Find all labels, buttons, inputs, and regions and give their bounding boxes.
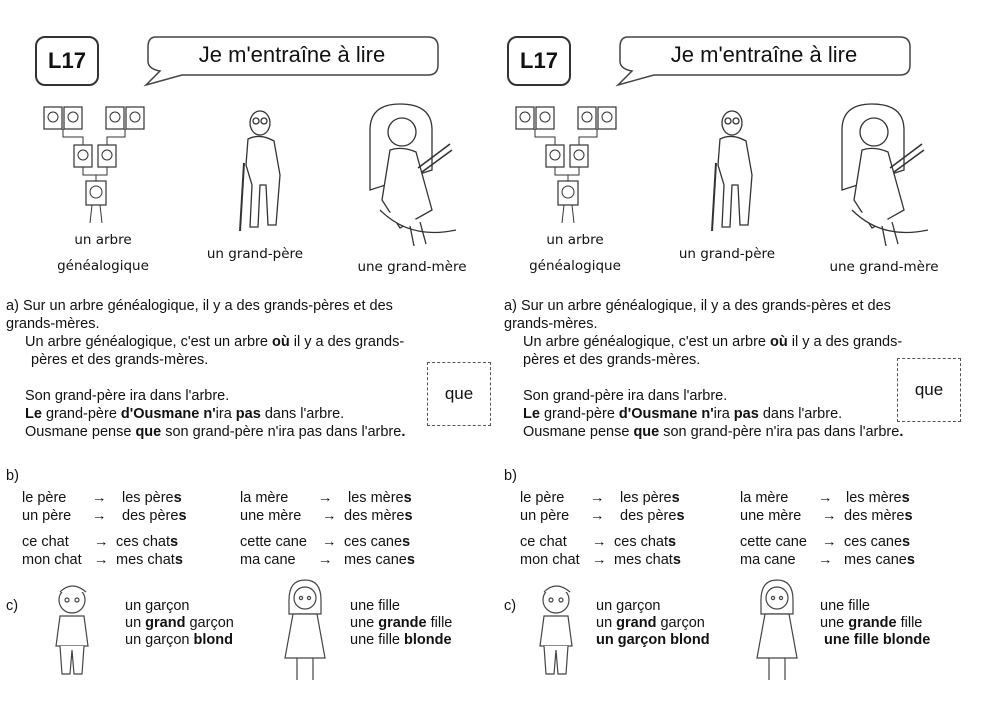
a-line2: grands-mères. [504, 316, 598, 332]
plural-ending: s [902, 534, 911, 550]
a-line3-bold: où [770, 334, 788, 350]
section-b-label: b) [504, 468, 517, 484]
arrow-icon: → [322, 534, 337, 550]
a-line7-t2: son grand-père n'ira pas dans l'arbre [161, 424, 402, 440]
a-line3-pre: Un arbre généalogique, c'est un arbre [25, 334, 273, 350]
girl-line2-b: grande [378, 615, 427, 631]
boy-line1: un garçon [125, 598, 190, 614]
a-line5: Son grand-père ira dans l'arbre. [523, 388, 728, 404]
girl-line3 [350, 632, 452, 649]
caption-tree-line2: généalogique [57, 258, 149, 274]
girl-line3: une fille blonde [824, 632, 931, 648]
a-line6-t3: dans l'arbre. [758, 406, 843, 422]
singular: une mère [740, 508, 802, 524]
boy-line2-t2: garçon [656, 615, 705, 631]
boy-line3 [125, 632, 233, 649]
plural: ces cane [344, 534, 403, 550]
plural-ending: s [668, 534, 677, 550]
caption-tree-line1: un arbre [546, 232, 604, 248]
boy-line3-b: blond [193, 632, 233, 648]
grandfather-illustration [230, 105, 300, 235]
singular: une mère [240, 508, 302, 524]
caption-grandfather: un grand-père [206, 246, 304, 262]
boy-line2-t2: garçon [185, 615, 234, 631]
singular: ma cane [740, 552, 796, 568]
a-line3-post: il y a des grands- [289, 334, 405, 350]
girl-line2 [820, 615, 922, 632]
a-line2: grands-mères. [6, 316, 100, 332]
a-line6-t2: ira [215, 406, 236, 422]
singular: cette cane [240, 534, 307, 550]
girl-line3-b: blonde [404, 632, 452, 648]
a-line6-t1: grand-père [539, 406, 619, 422]
plural: mes cane [844, 552, 907, 568]
singular: mon chat [22, 552, 82, 568]
plural: les mère [846, 490, 902, 506]
singular: ce chat [520, 534, 567, 550]
a-line3-pre: Un arbre généalogique, c'est un arbre [523, 334, 771, 350]
singular: la mère [740, 490, 789, 506]
plural: les père [122, 490, 174, 506]
arrow-icon: → [592, 534, 607, 550]
boy-line2-t: un [596, 615, 617, 631]
title-bubble [614, 35, 914, 83]
plural-ending: s [671, 490, 680, 506]
girl-line1: une fille [820, 598, 870, 614]
reading-card-left [6, 0, 500, 701]
girl-line2-t2: fille [426, 615, 453, 631]
plural-ending: s [174, 552, 183, 568]
page-title: Je m'entraîne à lire [670, 42, 858, 67]
arrow-icon: → [94, 552, 109, 568]
girl-line2-b: grande [848, 615, 897, 631]
plural: ces chat [116, 534, 170, 550]
arrow-icon: → [318, 490, 333, 506]
girl-line2-t2: fille [896, 615, 923, 631]
arrow-icon: → [92, 508, 107, 524]
caption-tree-line1: un arbre [74, 232, 132, 248]
singular: mon chat [520, 552, 580, 568]
a-line7-b1: que [135, 424, 162, 440]
arrow-icon: → [322, 508, 337, 524]
caption-grandmother: une grand-mère [357, 259, 467, 275]
section-b-plurals [22, 490, 482, 570]
arrow-icon: → [818, 552, 833, 568]
singular: cette cane [740, 534, 807, 550]
arrow-icon: → [592, 552, 607, 568]
section-b-plurals [520, 490, 970, 570]
singular: ma cane [240, 552, 296, 568]
a-line6-b3: pas [733, 406, 759, 422]
plural: des mère [844, 508, 905, 524]
plural-row [22, 490, 66, 507]
a-line7-b2: . [401, 424, 406, 440]
a-line6-b2: d'Ousmane n' [120, 406, 216, 422]
plural-ending: s [904, 508, 913, 524]
girl-line3-t: une fille [350, 632, 405, 648]
a-line7-t1: Ousmane pense [25, 424, 136, 440]
boy-illustration [532, 582, 582, 682]
section-c-label: c) [6, 598, 19, 614]
grandmother-illustration [360, 100, 460, 250]
girl-line2-t: une [350, 615, 379, 631]
que-word-box: que [427, 362, 491, 426]
singular: un père [520, 508, 570, 524]
section-c-label: c) [504, 598, 517, 614]
girl-illustration [747, 578, 807, 686]
a-line7-b1: que [633, 424, 660, 440]
plural-ending: s [676, 508, 685, 524]
family-tree-illustration [512, 105, 632, 225]
plural: les père [620, 490, 672, 506]
a-line6-t3: dans l'arbre. [260, 406, 345, 422]
singular: le père [22, 490, 67, 506]
arrow-icon: → [822, 508, 837, 524]
grandmother-illustration [832, 100, 932, 250]
a-line6-t1: grand-père [41, 406, 121, 422]
title-bubble [142, 35, 442, 83]
boy-line3: un garçon blond [596, 632, 710, 648]
a-line6-t2: ira [713, 406, 734, 422]
boy-illustration [48, 582, 98, 682]
plural: les mère [348, 490, 404, 506]
a-line7-b2: . [899, 424, 904, 440]
reading-card-right [502, 0, 972, 701]
singular: ce chat [22, 534, 69, 550]
girl-line2-t: une [820, 615, 849, 631]
arrow-icon: → [590, 508, 605, 524]
grandfather-illustration [702, 105, 772, 235]
boy-line1: un garçon [596, 598, 661, 614]
arrow-icon: → [94, 534, 109, 550]
a-line6-b1: Le [523, 406, 540, 422]
plural: des père [122, 508, 179, 524]
boy-line2-t: un [125, 615, 146, 631]
section-a [6, 297, 476, 441]
a-line7-t2: son grand-père n'ira pas dans l'arbre [659, 424, 900, 440]
page-title: Je m'entraîne à lire [198, 42, 386, 67]
a-line3-bold: où [272, 334, 290, 350]
plural: ces chat [614, 534, 668, 550]
plural-ending: s [402, 534, 411, 550]
section-b-label: b) [6, 468, 19, 484]
arrow-icon: → [818, 490, 833, 506]
a-line1: Sur un arbre généalogique, il y a des grands-pères et des [22, 298, 393, 314]
plural-ending: s [672, 552, 681, 568]
plural: ces cane [844, 534, 903, 550]
boy-line2 [596, 615, 705, 632]
boy-line2-b: grand [616, 615, 657, 631]
lesson-badge: L17 [507, 36, 571, 86]
plural-ending: s [403, 490, 412, 506]
caption-grandfather: un grand-père [678, 246, 776, 262]
a-line4: pères et des grands-mères. [31, 352, 209, 368]
plural: mes chat [116, 552, 175, 568]
boy-line2 [125, 615, 234, 632]
a-line6-b3: pas [235, 406, 261, 422]
a-line6-b1: Le [25, 406, 42, 422]
caption-tree-line2: généalogique [529, 258, 621, 274]
plural-ending: s [406, 552, 415, 568]
section-a-label: a) [6, 298, 19, 314]
singular: un père [22, 508, 72, 524]
arrow-icon: → [822, 534, 837, 550]
a-line3-post: il y a des grands- [787, 334, 903, 350]
section-a-label: a) [504, 298, 517, 314]
plural: mes chat [614, 552, 673, 568]
que-word-box: que [897, 358, 961, 422]
family-tree-illustration [40, 105, 160, 225]
plural-ending: s [404, 508, 413, 524]
a-line5: Son grand-père ira dans l'arbre. [25, 388, 230, 404]
lesson-badge: L17 [35, 36, 99, 86]
arrow-icon: → [590, 490, 605, 506]
plural: mes cane [344, 552, 407, 568]
plural-ending: s [906, 552, 915, 568]
a-line7-t1: Ousmane pense [523, 424, 634, 440]
girl-illustration [275, 578, 335, 686]
plural-ending: s [178, 508, 187, 524]
a-line4: pères et des grands-mères. [523, 352, 701, 368]
girl-line2 [350, 615, 452, 632]
a-line6-b2: d'Ousmane n' [618, 406, 714, 422]
a-line1: Sur un arbre généalogique, il y a des grands-pères et des [520, 298, 891, 314]
boy-line2-b: grand [145, 615, 186, 631]
plural-ending: s [170, 534, 179, 550]
singular: la mère [240, 490, 289, 506]
girl-line1: une fille [350, 598, 400, 614]
arrow-icon: → [318, 552, 333, 568]
singular: le père [520, 490, 565, 506]
plural-ending: s [173, 490, 182, 506]
plural: des père [620, 508, 677, 524]
plural: des mère [344, 508, 405, 524]
caption-grandmother: une grand-mère [829, 259, 939, 275]
boy-line3-t: un garçon [125, 632, 194, 648]
plural-ending: s [901, 490, 910, 506]
arrow-icon: → [92, 490, 107, 506]
